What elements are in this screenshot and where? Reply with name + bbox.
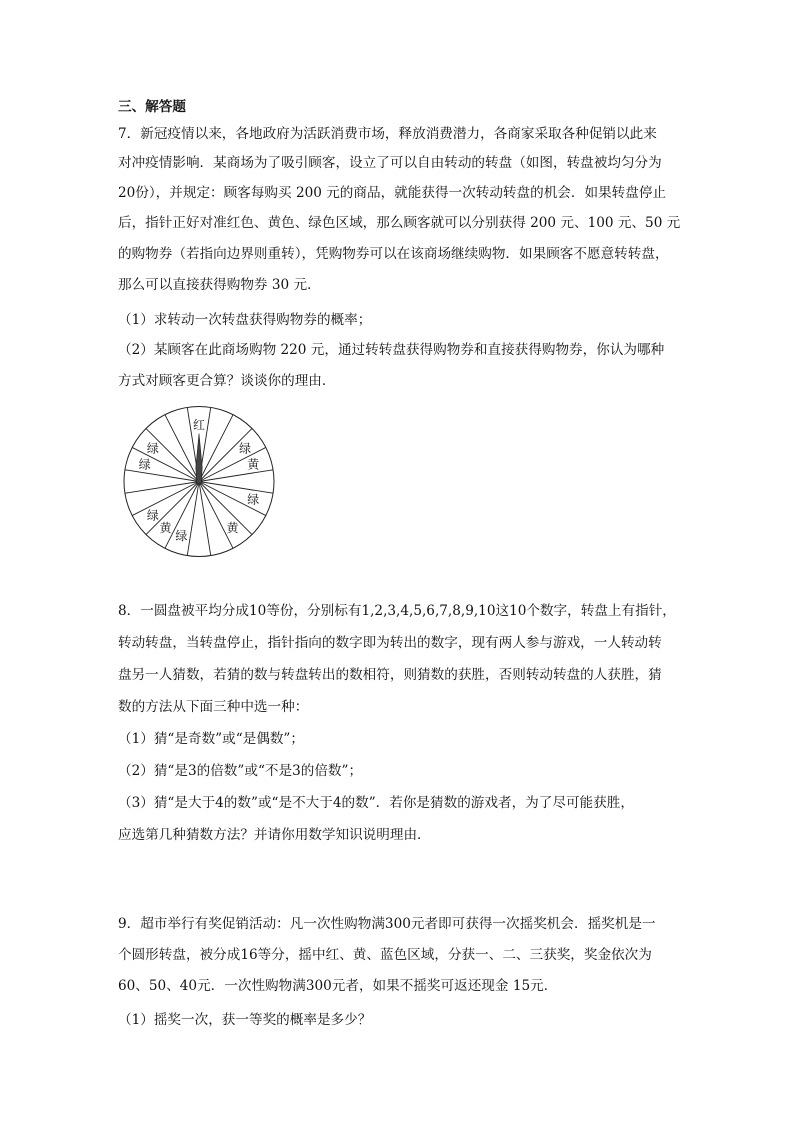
question-8-line: 应选第几种猜数方法？并请你用数学知识说明理由． bbox=[118, 827, 431, 843]
sector-label: 黄 bbox=[247, 457, 260, 472]
question-7-line: 后，指针正好对准红色、黄色、绿色区域，那么顾客就可以分别获得 200 元、100 元、50 元 bbox=[118, 215, 681, 231]
pointer-arrow bbox=[196, 434, 202, 484]
question-7-line: 那么可以直接获得购物券 30 元． bbox=[118, 277, 321, 293]
section-heading: 三、解答题 bbox=[118, 99, 186, 115]
question-9-line: 9．超市举行有奖促销活动：凡一次性购物满300元者即可获得一次摇奖机会．摇奖机是一 bbox=[118, 916, 656, 932]
question-8-line: 8．一圆盘被平均分成10等份，分别标有1,2,3,4,5,6,7,8,9,10这10个数字，转盘上有指针， bbox=[118, 603, 676, 619]
question-7-part-2: （2）某顾客在此商场购物 220 元，通过转转盘获得购物券和直接获得购物券，你认为哪种 bbox=[118, 342, 665, 358]
sector-label: 绿 bbox=[247, 492, 260, 507]
spinner-wheel-figure bbox=[118, 405, 280, 558]
sector-label: 绿 bbox=[138, 457, 151, 472]
question-7-line: 20份），并规定：顾客每购买 200 元的商品，就能获得一次转动转盘的机会．如果转盘停止 bbox=[118, 185, 667, 201]
sector-label: 黄 bbox=[159, 521, 172, 536]
sector-label: 绿 bbox=[239, 441, 252, 456]
question-9-line: 个圆形转盘，被分成16等分，摇中红、黄、蓝色区域，分获一、二、三获奖，奖金依次为 bbox=[118, 947, 652, 963]
sector-label: 绿 bbox=[146, 508, 159, 523]
spinner-wheel bbox=[118, 405, 280, 558]
question-7-line: 的购物券（若指向边界则重转），凭购物券可以在该商场继续购物．如果顾客不愿意转转盘， bbox=[118, 246, 669, 262]
question-7-part-2-cont: 方式对顾客更合算？谈谈你的理由． bbox=[118, 373, 336, 389]
sector-label: 绿 bbox=[175, 529, 188, 544]
sector-label: 黄 bbox=[226, 521, 239, 536]
question-8-option-3: （3）猜“是大于4的数”或“是不大于4的数”．若你是猜数的游戏者，为了尽可能获胜， bbox=[118, 795, 634, 811]
question-9-line: 60、50、40元．一次性购物满300元者，如果不摇奖可返还现金 15元． bbox=[118, 978, 558, 994]
question-7-part-1: （1）求转动一次转盘获得购物券的概率； bbox=[118, 312, 372, 328]
question-8-line: 盘另一人猜数，若猜的数与转盘转出的数相符，则猜数的获胜，否则转动转盘的人获胜，猜 bbox=[118, 667, 662, 683]
question-7-line: 对冲疫情影响．某商场为了吸引顾客，设立了可以自由转动的转盘（如图，转盘被均匀分为 bbox=[118, 155, 662, 171]
question-8-option-1: （1）猜“是奇数”或“是偶数”； bbox=[118, 731, 304, 747]
sector-label: 红 bbox=[192, 418, 206, 432]
question-8-line: 数的方法从下面三种中选一种： bbox=[118, 699, 309, 715]
question-9-part-1: （1）摇奖一次，获一等奖的概率是多少？ bbox=[118, 1012, 372, 1028]
question-8-option-2: （2）猜“是3的倍数”或“不是3的倍数”； bbox=[118, 763, 363, 779]
question-7-line: 7．新冠疫情以来，各地政府为活跃消费市场，释放消费潜力，各商家采取各种促销以此来 bbox=[118, 126, 657, 142]
sector-label: 绿 bbox=[146, 441, 159, 456]
question-8-line: 转动转盘，当转盘停止，指针指向的数字即为转出的数字，现有两人参与游戏，一人转动转 bbox=[118, 635, 662, 651]
